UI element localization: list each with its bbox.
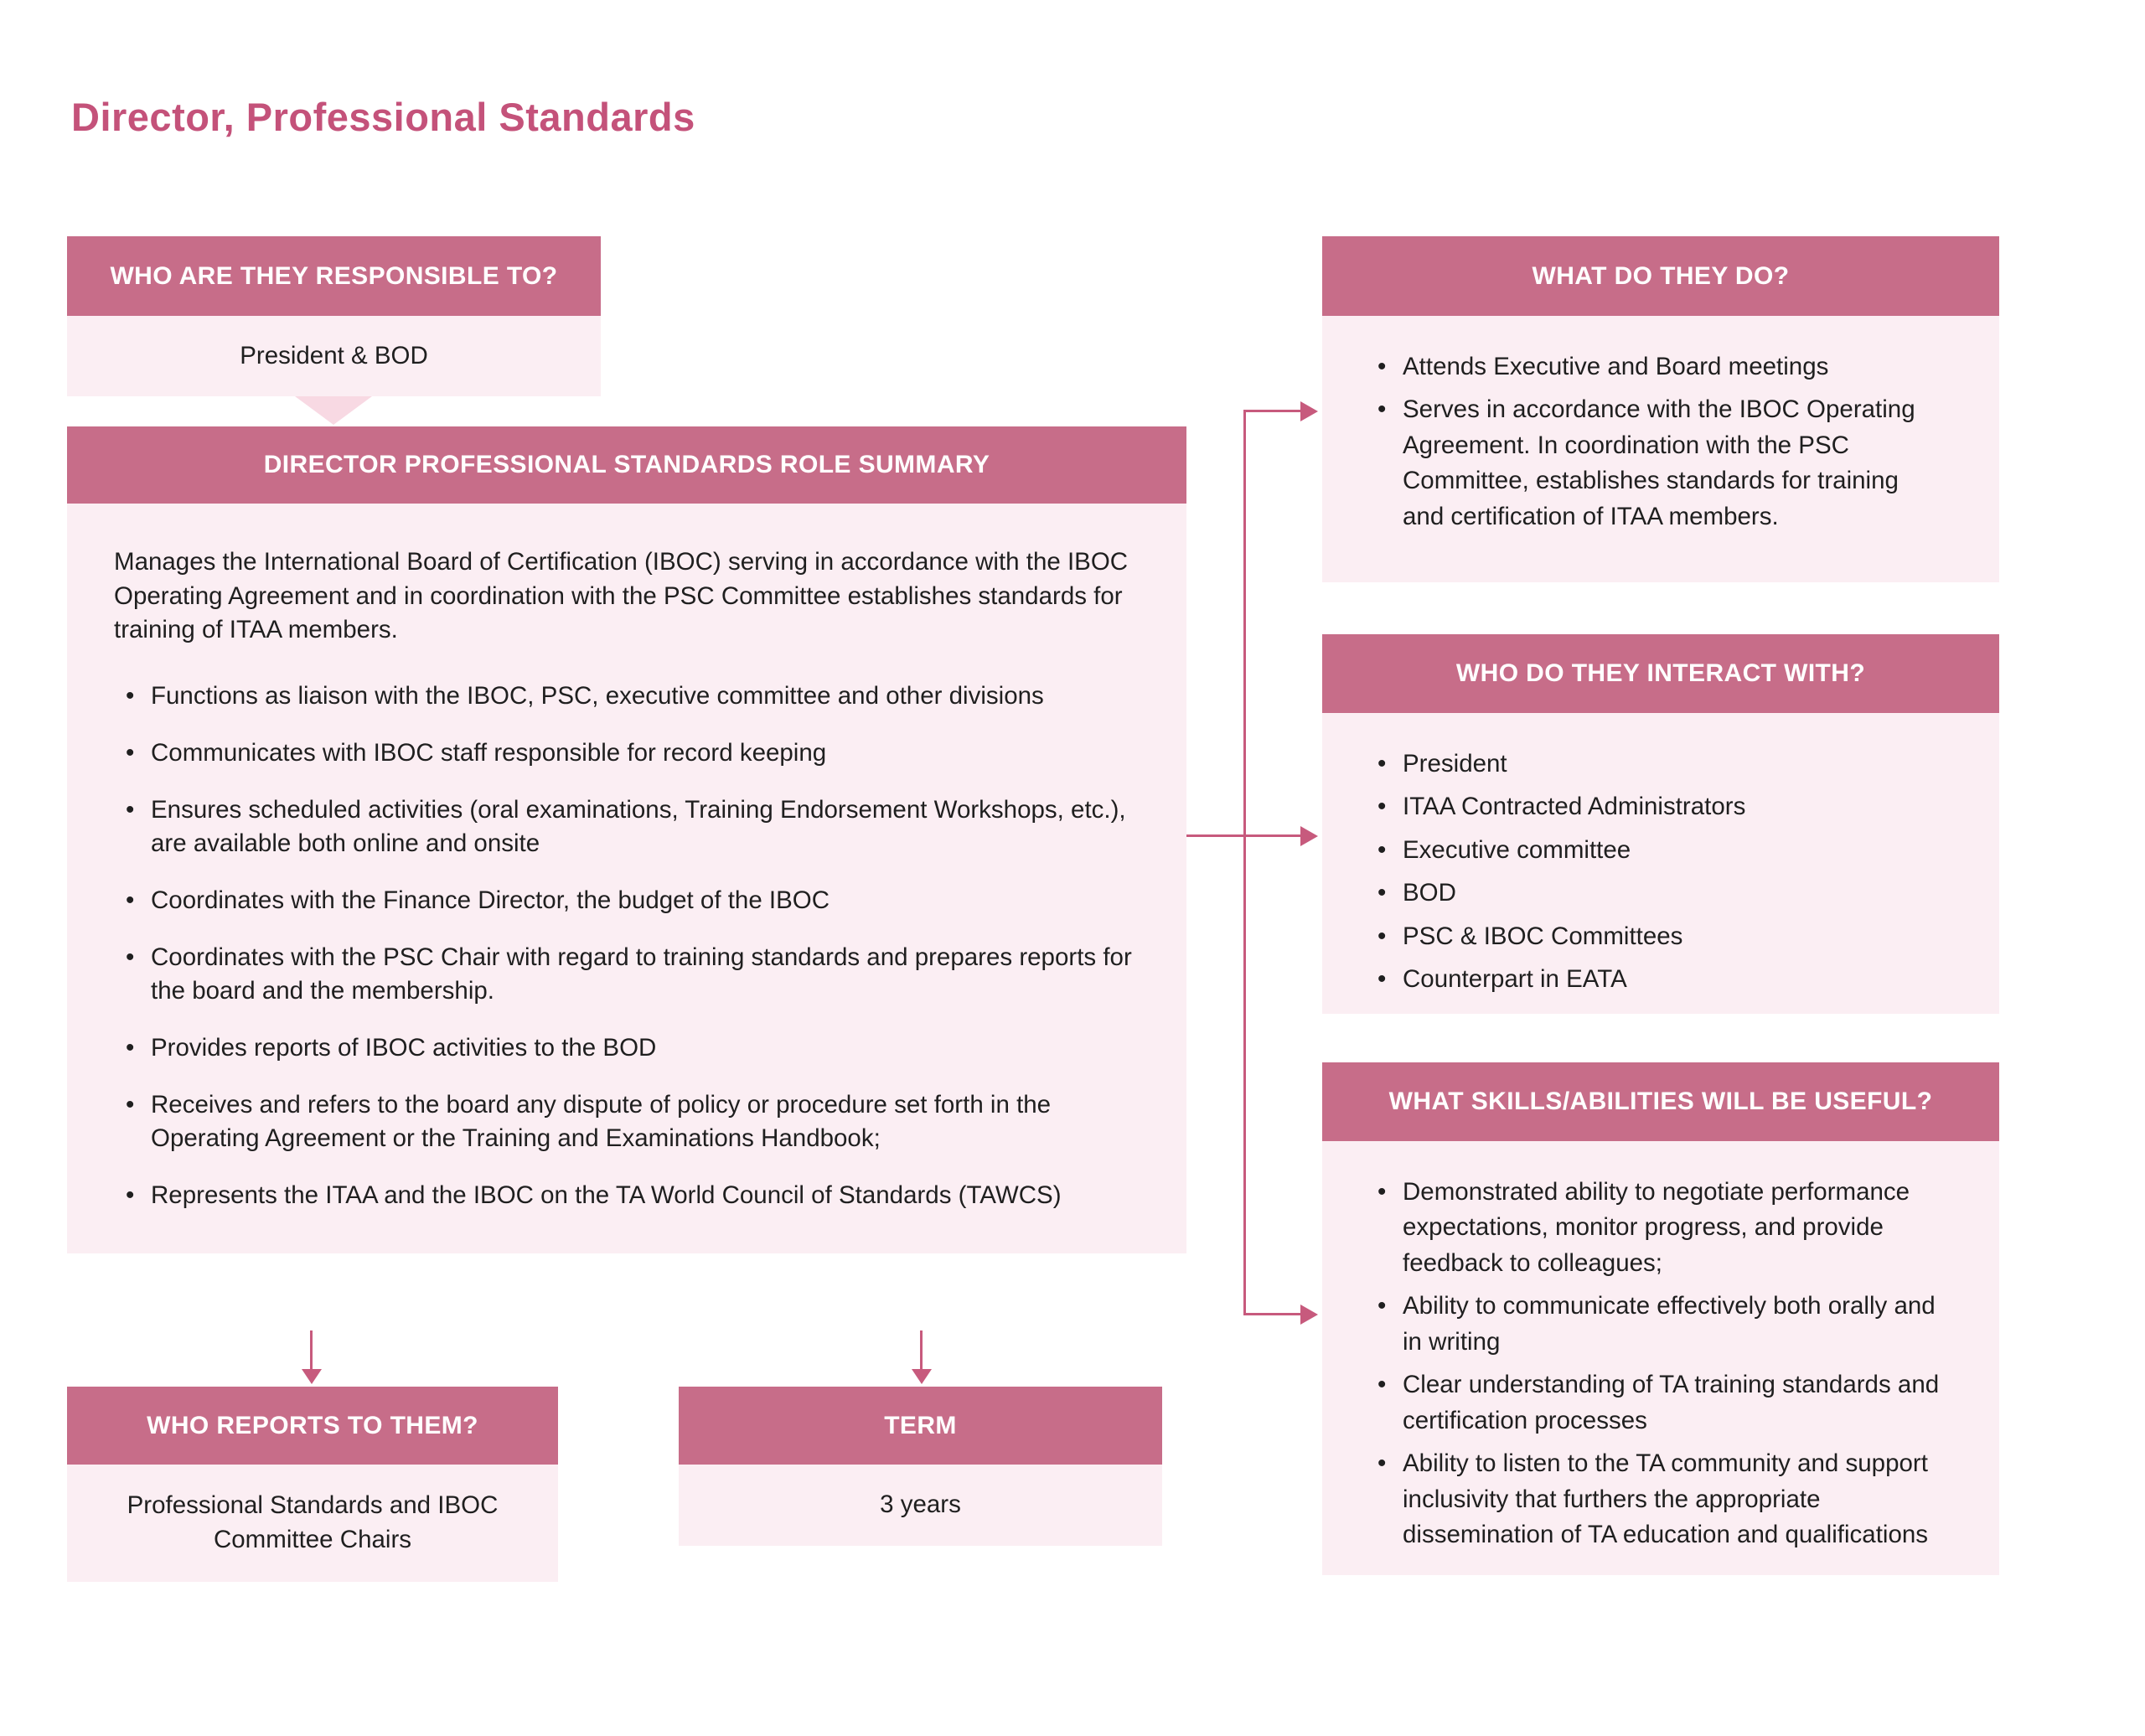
what-do-list: [1366, 349, 1946, 535]
term-box: [679, 1387, 1162, 1546]
skills-box: [1322, 1062, 1999, 1575]
role-summary-body: [67, 504, 1186, 1253]
skills-list: [1366, 1175, 1946, 1553]
connector-middle: [1186, 834, 1302, 837]
term-header: TERM: [679, 1387, 1162, 1465]
arrow-down-icon: [302, 1369, 322, 1384]
interact-list: [1366, 747, 1946, 998]
responsible-box: [67, 236, 601, 396]
bullet-item: • Coordinates with the PSC Chair with regard to training standards and prepares reports for the board and the membership.: [114, 941, 1138, 1009]
bullet-item: • BOD: [1366, 876, 1946, 911]
bullet-item: • Represents the ITAA and the IBOC on the TA World Council of Standards (TAWCS): [114, 1179, 1138, 1213]
bullet-item: • Demonstrated ability to negotiate performance expectations, monitor progress, and provide feedback to colleagues;: [1366, 1175, 1946, 1281]
arrow-right-icon: [1300, 401, 1318, 421]
bullet-item: • Coordinates with the Finance Director, the budget of the IBOC: [114, 884, 1138, 918]
bullet-item: • Executive committee: [1366, 833, 1946, 868]
bullet-item: • ITAA Contracted Administrators: [1366, 789, 1946, 824]
responsible-body: President & BOD: [67, 316, 601, 396]
interact-box: [1322, 634, 1999, 1014]
bullet-item: • Attends Executive and Board meetings: [1366, 349, 1946, 385]
bullet-item: • PSC & IBOC Committees: [1366, 919, 1946, 954]
what-do-box: [1322, 236, 1999, 582]
bullet-item: • Ability to listen to the TA community and support inclusivity that furthers the appropriate dissemination of TA education and qualifications: [1366, 1446, 1946, 1553]
connector-down-right: [920, 1330, 923, 1371]
bullet-item: • Counterpart in EATA: [1366, 962, 1946, 997]
what-do-body: [1322, 316, 1999, 582]
what-do-header: WHAT DO THEY DO?: [1322, 236, 1999, 316]
bullet-item: • Communicates with IBOC staff responsible for record keeping: [114, 736, 1138, 771]
role-summary-header: DIRECTOR PROFESSIONAL STANDARDS ROLE SUMMARY: [67, 426, 1186, 504]
arrow-right-icon: [1300, 1305, 1318, 1325]
bullet-item: • Functions as liaison with the IBOC, PSC, executive committee and other divisions: [114, 679, 1138, 714]
connector-top: [1243, 410, 1302, 412]
bullet-item: • Ability to communicate effectively both orally and in writing: [1366, 1289, 1946, 1360]
connector-down-left: [310, 1330, 313, 1371]
reports-header: WHO REPORTS TO THEM?: [67, 1387, 558, 1465]
down-chevron-icon: [295, 396, 372, 425]
reports-box: [67, 1387, 558, 1582]
bullet-item: • Receives and refers to the board any dispute of policy or procedure set forth in the Operating Agreement or the Training and Examinations Handbook;: [114, 1088, 1138, 1156]
role-summary-intro: Manages the International Board of Certification (IBOC) serving in accordance with the IBOC Operating Agreement and in coordination with the PSC Committee establishes standards for training of ITAA members.: [114, 548, 1129, 644]
interact-body: [1322, 713, 1999, 1014]
term-body: 3 years: [679, 1465, 1162, 1546]
arrow-right-icon: [1300, 826, 1318, 846]
bullet-item: • Provides reports of IBOC activities to the BOD: [114, 1031, 1138, 1066]
interact-header: WHO DO THEY INTERACT WITH?: [1322, 634, 1999, 713]
bullet-item: • Clear understanding of TA training standards and certification processes: [1366, 1367, 1946, 1439]
skills-body: [1322, 1141, 1999, 1575]
connector-bottom: [1243, 1313, 1302, 1315]
bullet-item: • Serves in accordance with the IBOC Operating Agreement. In coordination with the PSC Committee, establishes standards for training and certification of ITAA members.: [1366, 392, 1946, 535]
role-summary-list: [114, 679, 1138, 1213]
role-summary-box: [67, 426, 1186, 1253]
connector-spine: [1243, 410, 1246, 1315]
responsible-header: WHO ARE THEY RESPONSIBLE TO?: [67, 236, 601, 316]
page-title: Director, Professional Standards: [71, 95, 695, 139]
reports-body: Professional Standards and IBOC Committee Chairs: [67, 1465, 558, 1582]
bullet-item: • President: [1366, 747, 1946, 782]
bullet-item: • Ensures scheduled activities (oral examinations, Training Endorsement Workshops, etc.), are available both online and onsite: [114, 793, 1138, 861]
skills-header: WHAT SKILLS/ABILITIES WILL BE USEFUL?: [1322, 1062, 1999, 1141]
arrow-down-icon: [912, 1369, 932, 1384]
